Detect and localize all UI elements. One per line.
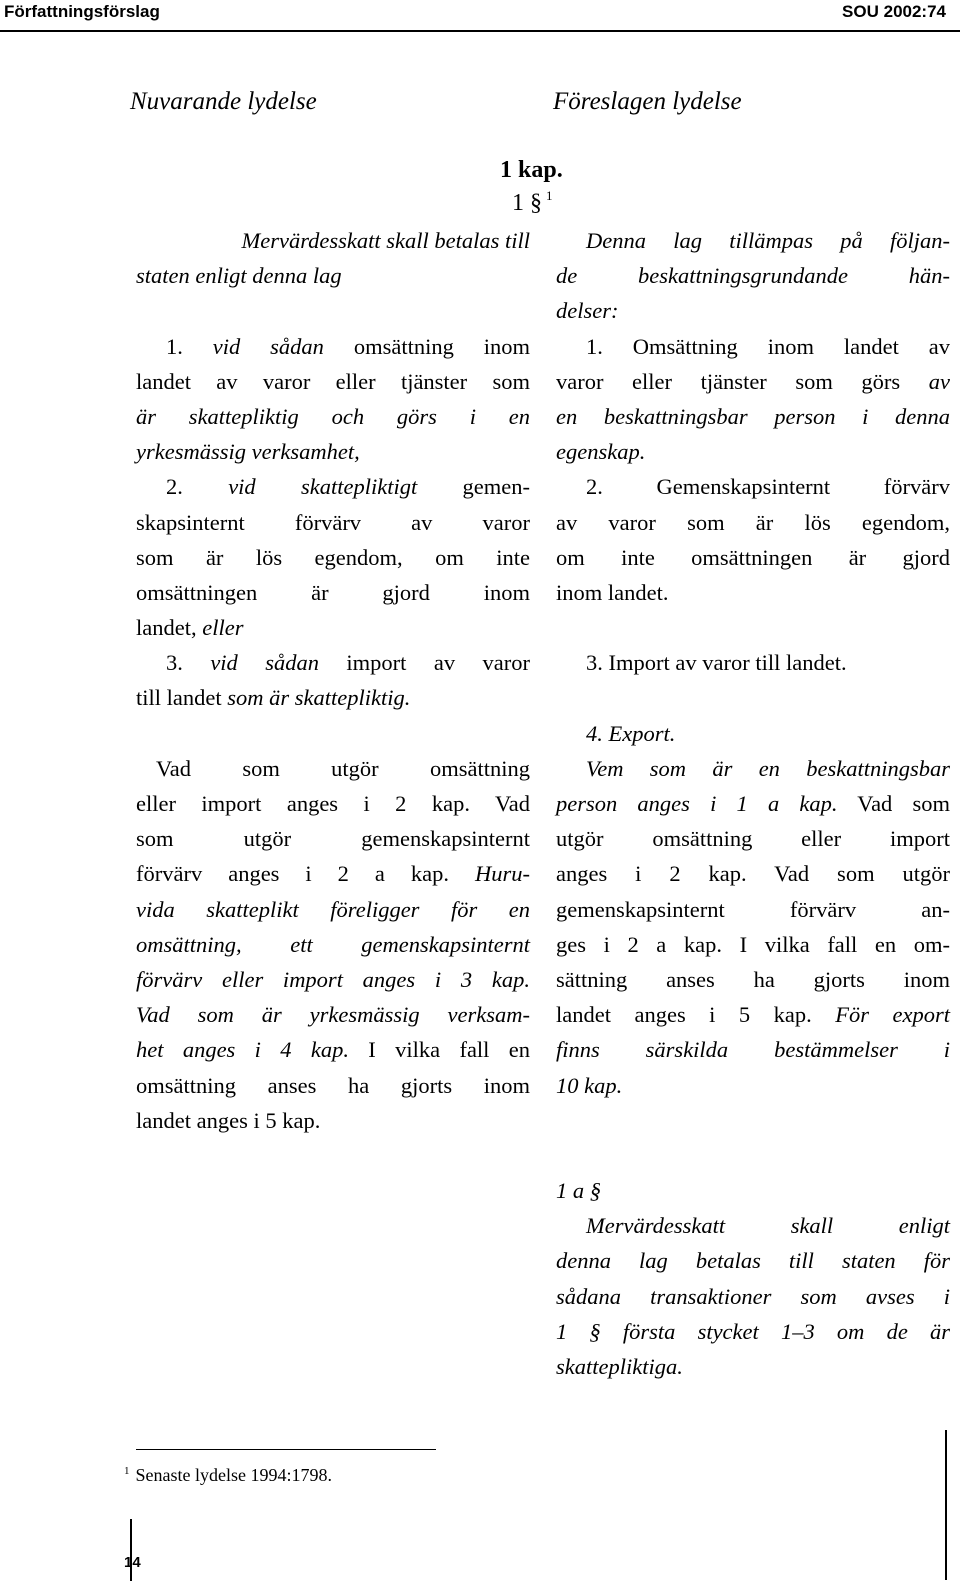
text-line: 2. vid skattepliktigt gemen- bbox=[166, 474, 530, 500]
text-line: Vad som är yrkesmässig verksam- bbox=[136, 1002, 530, 1028]
text-line: inom landet. bbox=[556, 579, 669, 605]
text-line: landet anges i 5 kap. bbox=[136, 1107, 321, 1133]
footnote-reference: 1 bbox=[546, 188, 553, 203]
text-line: Denna lag tillämpas på följan- bbox=[586, 228, 950, 253]
text-line: eller import anges i 2 kap. Vad bbox=[136, 791, 530, 816]
current-wording-column bbox=[136, 223, 530, 1138]
text-line: 3. vid sådan import av varor bbox=[166, 650, 530, 676]
text-line: egenskap. bbox=[556, 439, 646, 465]
text-line: 10 kap. bbox=[556, 1072, 623, 1098]
text-line: av varor som är lös egendom, bbox=[556, 509, 950, 535]
text-line: denna lag betalas till staten för bbox=[556, 1248, 950, 1274]
current-wording-heading: Nuvarande lydelse bbox=[130, 88, 317, 115]
text-line: 1. Omsättning inom landet av bbox=[586, 333, 951, 359]
text-line: är skattepliktig och görs i en bbox=[136, 403, 530, 429]
footnote bbox=[124, 1465, 332, 1486]
text-line: förvärv eller import anges i 3 kap. bbox=[136, 966, 530, 992]
footnote-text: Senaste lydelse 1994:1798. bbox=[135, 1465, 332, 1485]
text-line: till landet som är skattepliktig. bbox=[136, 685, 411, 711]
text-line: skapsinternt förvärv av varor bbox=[136, 509, 530, 535]
header-rule bbox=[0, 30, 960, 32]
footnote-rule bbox=[136, 1449, 436, 1450]
text-line: omsättning anses ha gjorts inom bbox=[136, 1072, 530, 1098]
text-line: skattepliktiga. bbox=[556, 1353, 683, 1379]
header-title: Författningsförslag bbox=[4, 2, 160, 21]
text-line: en beskattningsbar person i denna bbox=[556, 403, 950, 429]
text-line: person anges i 1 a kap. Vad som bbox=[556, 791, 950, 816]
paragraph-heading bbox=[512, 190, 553, 217]
text-line: landet anges i 5 kap. För export bbox=[556, 1002, 950, 1028]
text-line: landet av varor eller tjänster som bbox=[136, 368, 530, 394]
text-line: sättning anses ha gjorts inom bbox=[556, 966, 950, 992]
footnote-mark: 1 bbox=[124, 1465, 130, 1477]
text-line: Mervärdesskatt skall enligt bbox=[586, 1213, 950, 1239]
text-line: Vem som är en beskattningsbar bbox=[586, 755, 950, 781]
text-line: 3. Import av varor till landet. bbox=[586, 650, 847, 676]
section-1a-heading: 1 a § bbox=[556, 1178, 601, 1203]
text-line: Mervärdesskatt skall betalas till bbox=[241, 228, 530, 253]
section-1a-block bbox=[556, 1173, 950, 1384]
header-report-number: SOU 2002:74 bbox=[842, 2, 946, 21]
text-line: Vad som utgör omsättning bbox=[156, 755, 530, 781]
text-line: anges i 2 kap. Vad som utgör bbox=[556, 861, 950, 887]
proposed-wording-heading: Föreslagen lydelse bbox=[553, 88, 742, 115]
right-margin-rule bbox=[945, 1430, 947, 1580]
text-line: vida skatteplikt föreligger för en bbox=[136, 896, 530, 922]
text-line: delser: bbox=[556, 298, 619, 324]
page-margin-rule bbox=[130, 1519, 132, 1581]
text-line: sådana transaktioner som avses i bbox=[556, 1283, 950, 1309]
text-line: 1. vid sådan omsättning inom bbox=[166, 333, 530, 359]
text-line: gemenskapsinternt förvärv an- bbox=[556, 896, 950, 922]
text-line: omsättningen är gjord inom bbox=[136, 579, 530, 605]
text-line: som utgör gemenskapsinternt bbox=[136, 826, 530, 852]
text-line: het anges i 4 kap. I vilka fall en bbox=[136, 1037, 531, 1063]
text-line: 4. Export. bbox=[586, 720, 676, 746]
proposed-wording-column bbox=[556, 223, 950, 1103]
text-line: yrkesmässig verksamhet, bbox=[136, 439, 360, 465]
chapter-heading: 1 kap. bbox=[500, 157, 563, 183]
text-line: 1 § första stycket 1–3 om de är bbox=[556, 1318, 950, 1344]
text-line: förvärv anges i 2 a kap. Huru- bbox=[136, 861, 530, 887]
text-line: de beskattningsgrundande hän- bbox=[556, 263, 950, 289]
text-line: ges i 2 a kap. I vilka fall en om- bbox=[556, 931, 950, 957]
page-number: 14 bbox=[124, 1554, 141, 1571]
text-line: staten enligt denna lag bbox=[136, 263, 342, 289]
text-line: landet, eller bbox=[136, 615, 244, 641]
text-line: finns särskilda bestämmelser i bbox=[556, 1037, 950, 1063]
text-line: som är lös egendom, om inte bbox=[136, 544, 530, 570]
paragraph-label: 1 § bbox=[512, 190, 542, 216]
text-line: omsättning, ett gemenskapsinternt bbox=[136, 931, 530, 957]
text-line: varor eller tjänster som görs av bbox=[556, 368, 950, 394]
text-line: 2. Gemenskapsinternt förvärv bbox=[586, 474, 950, 500]
text-line: utgör omsättning eller import bbox=[556, 826, 950, 852]
text-line: om inte omsättningen är gjord bbox=[556, 544, 950, 570]
